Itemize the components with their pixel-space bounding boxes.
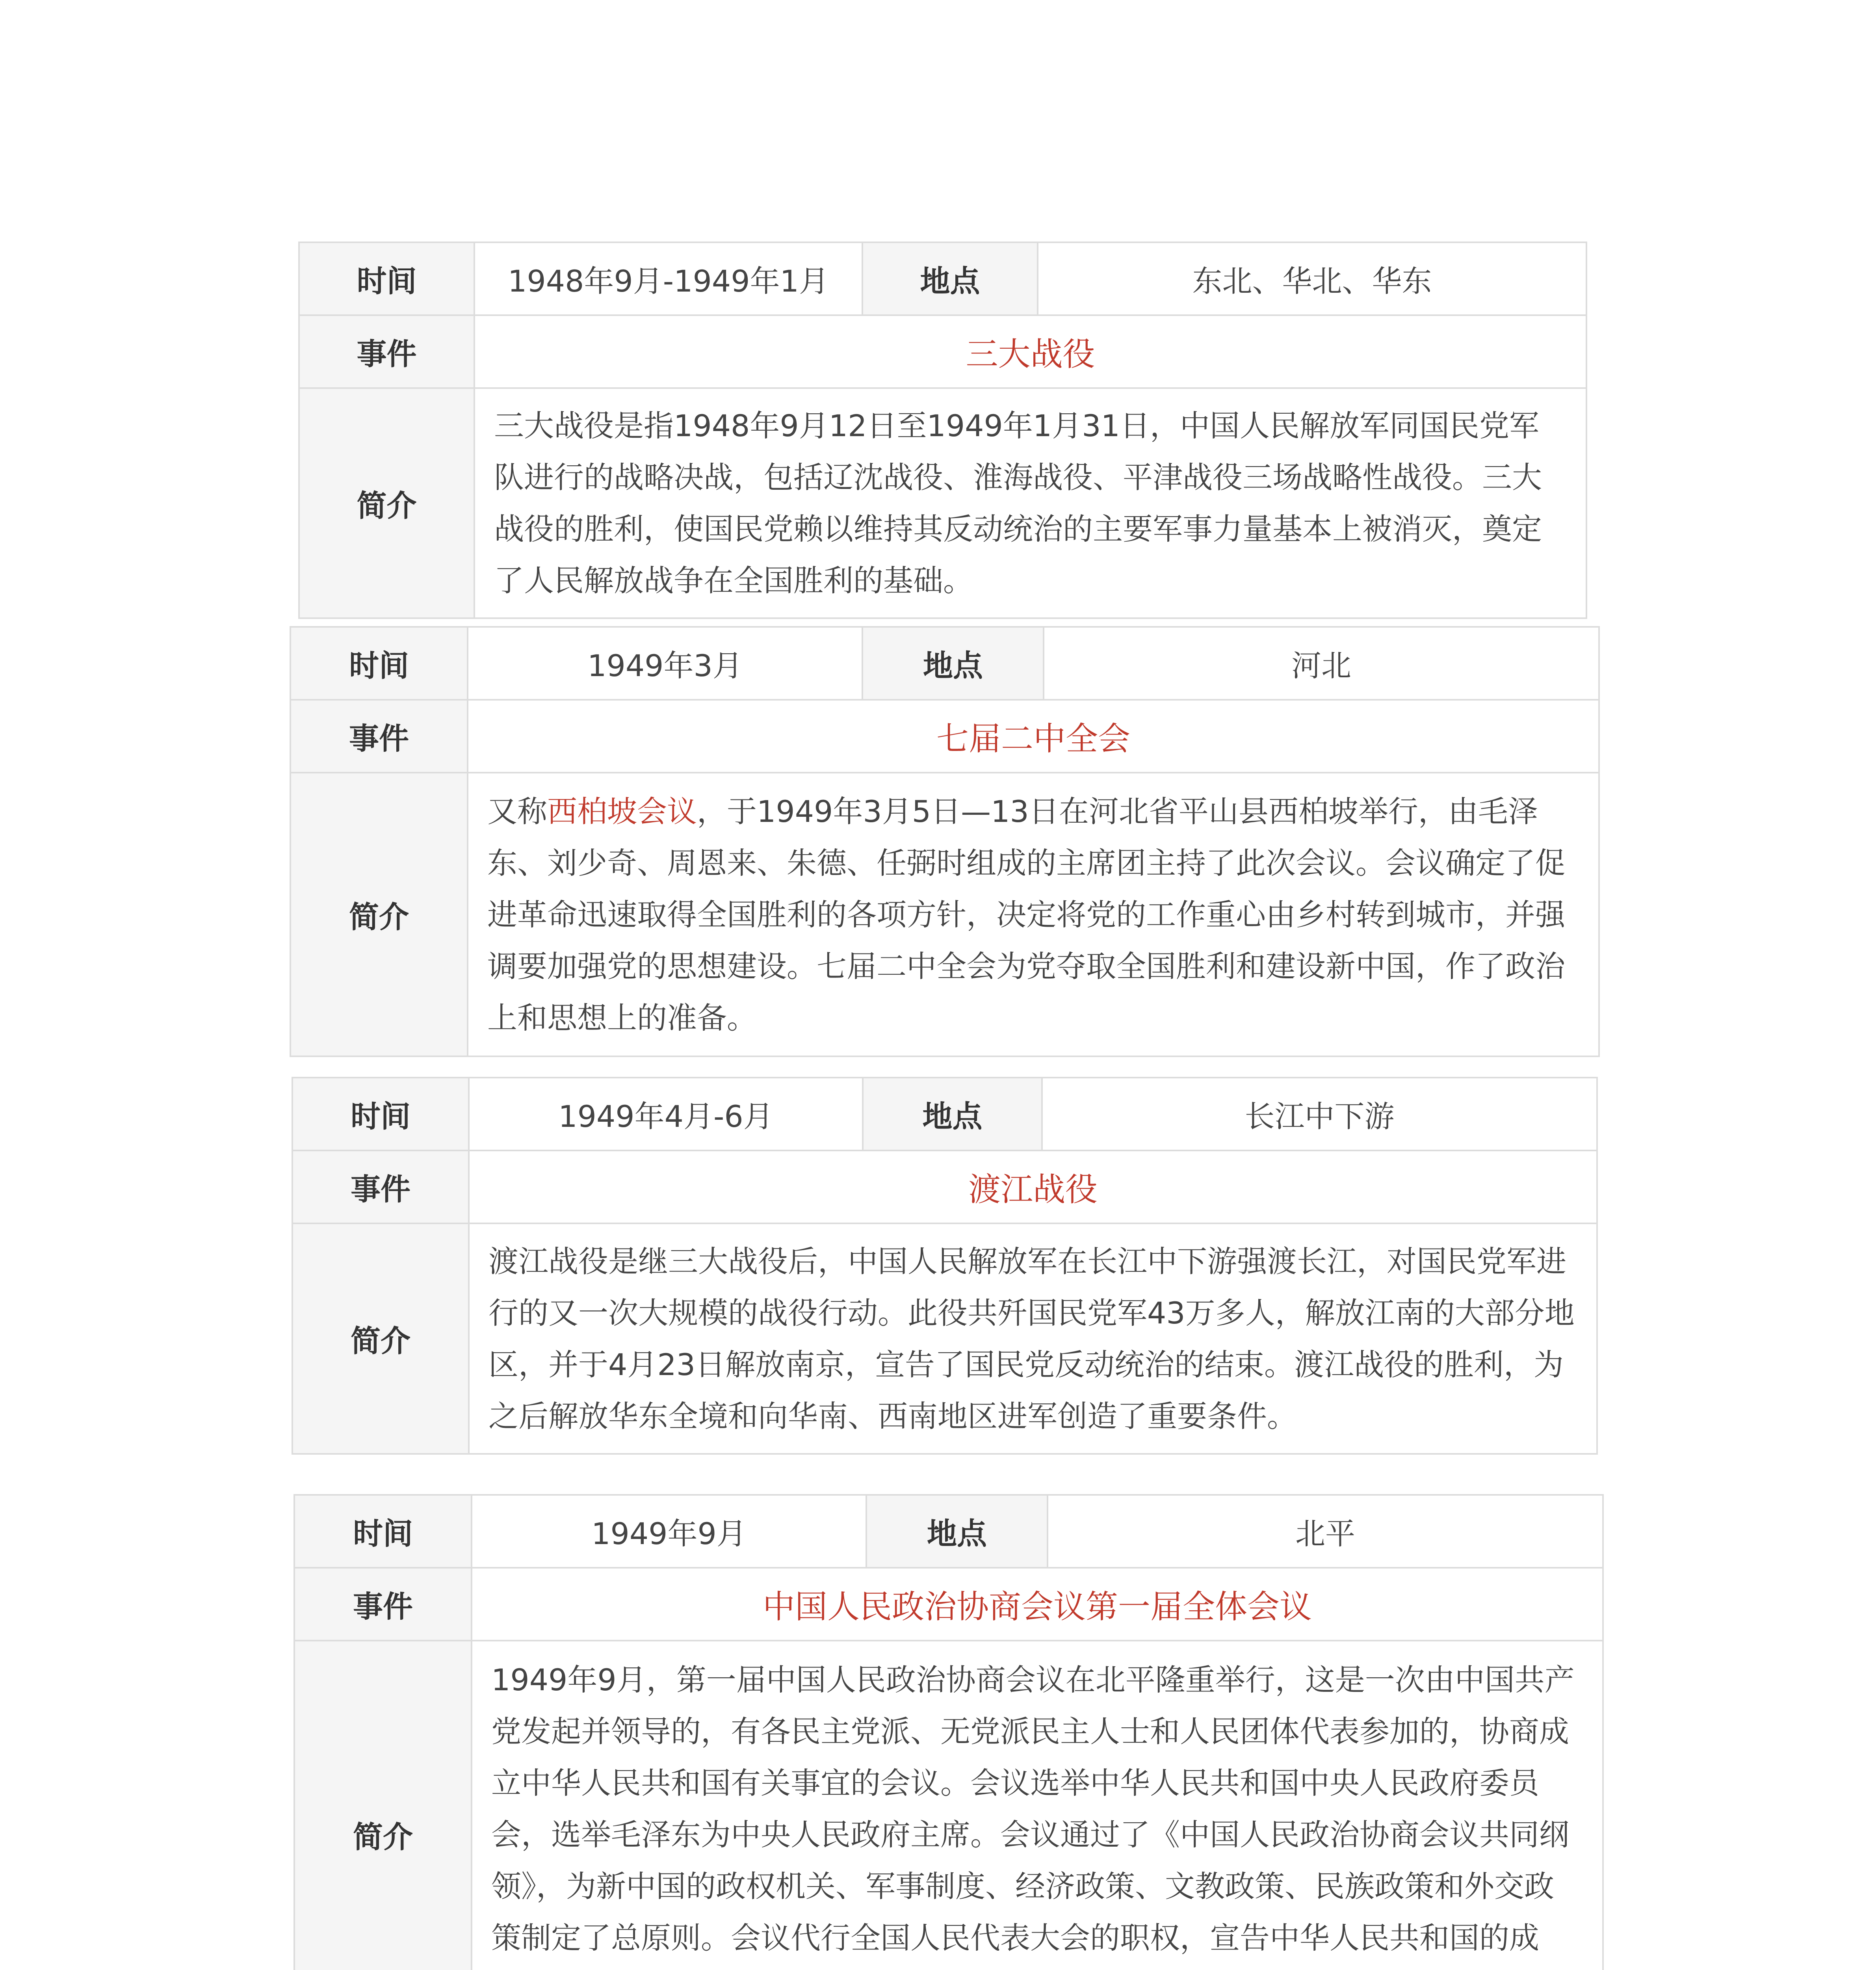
event-label: 事件 (294, 1568, 472, 1641)
event-table-3 (292, 1077, 1598, 1455)
intro-body: ，于1949年3月5日—13日在河北省平山县西柏坡举行，由毛泽东、刘少奇、周恩来、朱德、任弼时组成的主席团主持了此次会议。会议确定了促进革命迅速取得全国胜利的各项方针，决定将党的工作重心由乡村转到城市，并强调要加强党的思想建设。七届二中全会为党夺取全国胜利和建设新中国，作了政治上和思想上的准备。 (487, 794, 1565, 1035)
place-label: 地点 (862, 627, 1044, 700)
event-name-link[interactable]: 渡江战役 (469, 1150, 1597, 1223)
event-name-link[interactable]: 中国人民政治协商会议第一届全体会议 (472, 1568, 1603, 1641)
intro-label: 简介 (292, 1223, 469, 1454)
event-label: 事件 (299, 315, 474, 388)
place-value: 北平 (1048, 1495, 1603, 1568)
time-value: 1949年4月-6月 (469, 1078, 863, 1150)
time-label: 时间 (290, 627, 468, 700)
intro-text: 渡江战役是继三大战役后，中国人民解放军在长江中下游强渡长江，对国民党军进行的又一次大规模的战役行动。此役共歼国民党军43万多人，解放江南的大部分地区，并于4月23日解放南京，宣告了国民党反动统治的结束。渡江战役的胜利，为之后解放华东全境和向华南、西南地区进军创造了重要条件。 (469, 1223, 1597, 1454)
event-name-link[interactable]: 七届二中全会 (468, 700, 1599, 773)
time-label: 时间 (299, 242, 474, 315)
place-label: 地点 (863, 1078, 1042, 1150)
intro-label: 简介 (290, 773, 468, 1056)
intro-text: 1949年9月，第一届中国人民政治协商会议在北平隆重举行，这是一次由中国共产党发起并领导的，有各民主党派、无党派民主人士和人民团体代表参加的，协商成立中华人民共和国有关事宜的会议。会议选举中华人民共和国中央人民政府委员会，选举毛泽东为中央人民政府主席。会议通过了《中国人民政治协商会议共同纲领》，为新中国的政权机关、军事制度、经济政策、文教政策、民族政策和外交政策制定了总原则。会议代行全国人民代表大会的职权，宣告中华人民共和国的成 (472, 1641, 1603, 1970)
time-value: 1948年9月-1949年1月 (474, 242, 862, 315)
time-value: 1949年3月 (468, 627, 862, 700)
intro-prefix: 又称 (487, 794, 547, 829)
intro-text (468, 773, 1599, 1056)
event-table-4 (293, 1494, 1604, 1970)
time-label: 时间 (292, 1078, 469, 1150)
place-label: 地点 (866, 1495, 1048, 1568)
event-label: 事件 (292, 1150, 469, 1223)
intro-label: 简介 (294, 1641, 472, 1970)
time-label: 时间 (294, 1495, 472, 1568)
event-table-2 (290, 626, 1600, 1057)
intro-text: 三大战役是指1948年9月12日至1949年1月31日，中国人民解放军同国民党军队进行的战略决战，包括辽沈战役、淮海战役、平津战役三场战略性战役。三大战役的胜利，使国民党赖以维持其反动统治的主要军事力量基本上被消灭，奠定了人民解放战争在全国胜利的基础。 (474, 388, 1586, 618)
event-name-link[interactable]: 三大战役 (474, 315, 1586, 388)
place-value: 河北 (1044, 627, 1599, 700)
intro-link[interactable]: 西柏坡会议 (547, 794, 697, 829)
place-value: 长江中下游 (1042, 1078, 1597, 1150)
place-label: 地点 (862, 242, 1038, 315)
event-table-1 (298, 242, 1587, 619)
time-value: 1949年9月 (472, 1495, 866, 1568)
intro-label: 简介 (299, 388, 474, 618)
place-value: 东北、华北、华东 (1038, 242, 1586, 315)
event-label: 事件 (290, 700, 468, 773)
